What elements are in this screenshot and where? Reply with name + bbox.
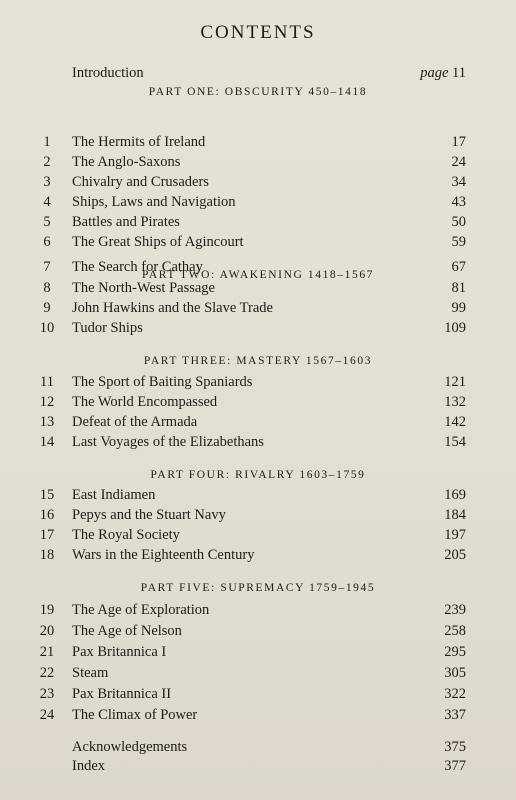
chapter-title: The Search for Cathay: [72, 259, 203, 275]
chapter-row: [0, 192, 516, 212]
part-heading: PART TWO: AWAKENING 1418–1567: [141, 269, 375, 281]
chapter-row: [0, 621, 516, 641]
chapter-number: 19: [39, 602, 55, 618]
chapter-title: The Age of Exploration: [72, 602, 210, 618]
chapter-number: 15: [39, 487, 55, 503]
chapter-row: [0, 392, 516, 412]
chapter-page: 59: [451, 234, 466, 250]
chapter-row: [0, 412, 516, 432]
chapter-title: The Royal Society: [72, 527, 180, 543]
chapter-title: Battles and Pirates: [72, 214, 180, 230]
chapter-row: [0, 684, 516, 704]
chapter-page: 337: [444, 707, 466, 723]
chapter-page: 24: [451, 154, 466, 170]
introduction-label: Introduction: [72, 65, 144, 81]
chapter-number: 11: [40, 374, 54, 390]
chapter-row: [0, 642, 516, 662]
chapter-page: 109: [444, 320, 466, 336]
introduction-row: [0, 63, 516, 83]
chapter-title: The Sport of Baiting Spaniards: [72, 374, 253, 390]
chapter-row: [0, 432, 516, 452]
chapter-title: Pax Britannica I: [72, 644, 167, 660]
chapter-row: [0, 485, 516, 505]
part-heading: PART FIVE: SUPREMACY 1759–1945: [140, 582, 376, 594]
chapter-title: Defeat of the Armada: [72, 414, 198, 430]
chapter-title: John Hawkins and the Slave Trade: [72, 300, 273, 316]
chapter-page: 169: [444, 487, 466, 503]
chapter-number: 14: [39, 434, 55, 450]
chapter-title: The Great Ships of Agincourt: [72, 234, 244, 250]
page-title: CONTENTS: [200, 22, 316, 43]
chapter-row: [0, 705, 516, 725]
chapter-page: 142: [444, 414, 466, 430]
part-heading: PART ONE: OBSCURITY 450–1418: [148, 86, 368, 98]
chapter-title: The Hermits of Ireland: [72, 134, 206, 150]
chapter-number: 17: [39, 527, 55, 543]
page-prefix: page: [420, 65, 449, 81]
chapter-page: 132: [444, 394, 466, 410]
chapter-page: 121: [444, 374, 466, 390]
chapter-page: 258: [444, 623, 466, 639]
chapter-page: 43: [451, 194, 466, 210]
part-heading: PART FOUR: RIVALRY 1603–1759: [150, 469, 366, 481]
chapter-number: 5: [43, 214, 51, 230]
chapter-row: [0, 372, 516, 392]
chapter-title: East Indiamen: [72, 487, 156, 503]
introduction-page: [420, 63, 466, 83]
back-matter-row: [0, 756, 516, 776]
chapter-page: 295: [444, 644, 466, 660]
chapter-page: 154: [444, 434, 466, 450]
chapter-row: [0, 318, 516, 338]
chapter-row: [0, 232, 516, 252]
chapter-page: 34: [451, 174, 466, 190]
chapter-page: 322: [444, 686, 466, 702]
chapter-number: 9: [43, 300, 51, 316]
chapter-title: Pepys and the Stuart Navy: [72, 507, 226, 523]
chapter-page: 184: [444, 507, 466, 523]
chapter-title: The Anglo-Saxons: [72, 154, 181, 170]
chapter-page: 197: [444, 527, 466, 543]
chapter-row: [0, 172, 516, 192]
chapter-number: 12: [39, 394, 55, 410]
chapter-page: 239: [444, 602, 466, 618]
chapter-number: 2: [43, 154, 51, 170]
chapter-row: [0, 278, 516, 298]
chapter-page: 67: [451, 259, 466, 275]
chapter-row: [0, 132, 516, 152]
back-matter-title: Acknowledgements: [72, 739, 188, 755]
chapter-row: [0, 525, 516, 545]
introduction-page-number: 11: [452, 65, 466, 81]
chapter-number: 20: [39, 623, 55, 639]
chapter-row: [0, 545, 516, 565]
chapter-row: [0, 663, 516, 683]
chapter-title: Last Voyages of the Elizabethans: [72, 434, 264, 450]
chapter-row: [0, 505, 516, 525]
chapter-number: 1: [43, 134, 51, 150]
chapter-number: 6: [43, 234, 51, 250]
chapter-page: 305: [444, 665, 466, 681]
chapter-row: [0, 152, 516, 172]
chapter-title: Ships, Laws and Navigation: [72, 194, 236, 210]
chapter-title: Pax Britannica II: [72, 686, 172, 702]
chapter-row: [0, 298, 516, 318]
part-heading: PART THREE: MASTERY 1567–1603: [143, 355, 373, 367]
chapter-number: 18: [39, 547, 55, 563]
chapter-title: The World Encompassed: [72, 394, 218, 410]
chapter-number: 21: [39, 644, 55, 660]
chapter-page: 81: [451, 280, 466, 296]
chapter-page: 205: [444, 547, 466, 563]
chapter-number: 16: [39, 507, 55, 523]
chapter-row: [0, 212, 516, 232]
chapter-page: 17: [451, 134, 466, 150]
chapter-title: Wars in the Eighteenth Century: [72, 547, 255, 563]
chapter-title: Steam: [72, 665, 109, 681]
chapter-row: [0, 600, 516, 620]
chapter-title: Tudor Ships: [72, 320, 143, 336]
chapter-number: 24: [39, 707, 55, 723]
chapter-title: The Age of Nelson: [72, 623, 182, 639]
chapter-number: 22: [39, 665, 55, 681]
back-matter-row: [0, 737, 516, 757]
chapter-page: 99: [451, 300, 466, 316]
chapter-number: 23: [39, 686, 55, 702]
chapter-number: 10: [39, 320, 55, 336]
chapter-page: 50: [451, 214, 466, 230]
chapter-title: Chivalry and Crusaders: [72, 174, 209, 190]
back-matter-title: Index: [72, 758, 106, 774]
chapter-number: 4: [43, 194, 51, 210]
back-matter-page: 375: [444, 739, 466, 755]
back-matter-page: 377: [444, 758, 466, 774]
chapter-number: 3: [43, 174, 51, 190]
chapter-title: The Climax of Power: [72, 707, 198, 723]
chapter-row: [0, 257, 516, 277]
chapter-number: 7: [43, 259, 51, 275]
chapter-number: 8: [43, 280, 51, 296]
chapter-title: The North-West Passage: [72, 280, 215, 296]
chapter-number: 13: [39, 414, 55, 430]
